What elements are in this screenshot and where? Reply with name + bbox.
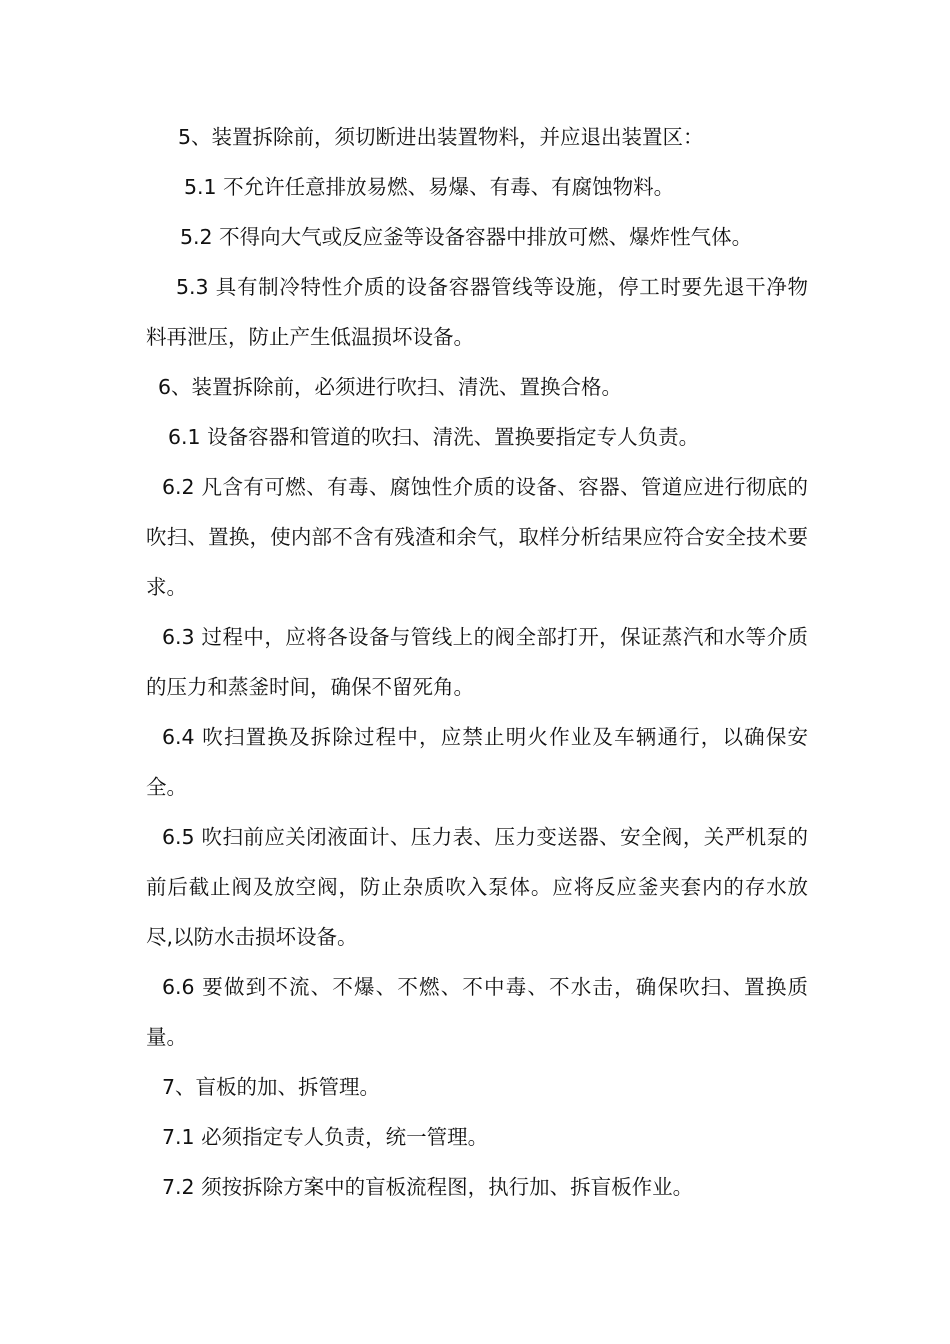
paragraph-6-6: 6.6 要做到不流、不爆、不燃、不中毒、不水击，确保吹扫、置换质量。 — [146, 975, 808, 1049]
paragraph-7-2: 7.2 须按拆除方案中的盲板流程图，执行加、拆盲板作业。 — [162, 1175, 694, 1199]
paragraph-5-1: 5.1 不允许任意排放易燃、易爆、有毒、有腐蚀物料。 — [184, 175, 675, 199]
paragraph-5: 5、装置拆除前，须切断进出装置物料，并应退出装置区： — [178, 125, 704, 149]
paragraph-5-2: 5.2 不得向大气或反应釜等设备容器中排放可燃、爆炸性气体。 — [180, 225, 753, 249]
paragraph-6-2: 6.2 凡含有可燃、有毒、腐蚀性介质的设备、容器、管道应进行彻底的吹扫、置换，使内部不含有残渣和余气，取样分析结果应符合安全技术要求。 — [146, 475, 808, 599]
document-body — [146, 112, 808, 1212]
paragraph-7-1: 7.1 必须指定专人负责，统一管理。 — [162, 1125, 489, 1149]
paragraph-6-3: 6.3 过程中，应将各设备与管线上的阀全部打开，保证蒸汽和水等介质的压力和蒸釜时间，确保不留死角。 — [146, 625, 808, 699]
paragraph-6-1: 6.1 设备容器和管道的吹扫、清洗、置换要指定专人负责。 — [168, 425, 700, 449]
paragraph-6-4: 6.4 吹扫置换及拆除过程中，应禁止明火作业及车辆通行，以确保安全。 — [146, 725, 808, 799]
paragraph-5-3: 5.3 具有制冷特性介质的设备容器管线等设施，停工时要先退干净物料再泄压，防止产生低温损坏设备。 — [146, 275, 808, 349]
paragraph-6-5: 6.5 吹扫前应关闭液面计、压力表、压力变送器、安全阀，关严机泵的前后截止阀及放空阀，防止杂质吹入泵体。应将反应釜夹套内的存水放尽,以防水击损坏设备。 — [146, 825, 808, 949]
paragraph-7: 7、盲板的加、拆管理。 — [162, 1075, 381, 1099]
paragraph-6: 6、装置拆除前，必须进行吹扫、清洗、置换合格。 — [158, 375, 623, 399]
